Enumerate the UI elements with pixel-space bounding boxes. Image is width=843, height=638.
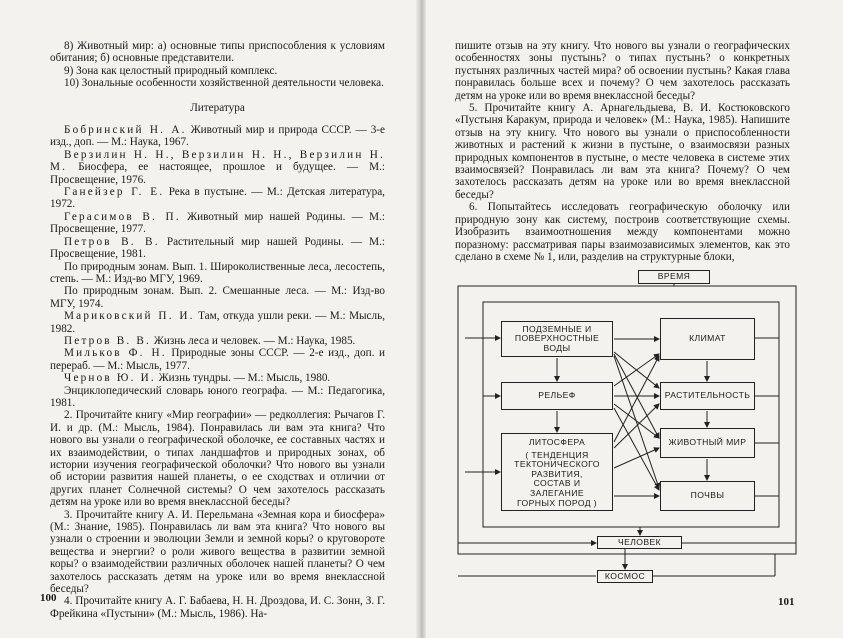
page-number: 100 [40,592,57,604]
node-label: РАСТИТЕЛЬНОСТЬ [664,390,751,401]
node-label: ПОВЕРХНОСТНЫЕ [514,333,600,344]
section-heading: Литература [190,101,245,114]
node-underground-waters [501,321,613,357]
reference-author: Мариковский П. И. [64,310,195,323]
reference-text: Энциклопедический словарь юного географа. — М.: Педагогика, 1981. [50,384,385,409]
node-label: СОСТАВ И [533,478,581,489]
reference-text: По природным зонам. Вып. 2. Смешанные леса. — М.: Изд-во МГУ, 1974. [50,285,385,310]
node-label: ЖИВОТНЫЙ МИР [668,437,747,448]
node-label: ТЕКТОНИЧЕСКОГО [514,459,600,470]
reference-entry [50,261,385,286]
node-label: ЧЕЛОВЕК [617,536,662,547]
left-page [0,0,421,638]
left-page-text [50,40,385,620]
paragraph: пишите отзыв на эту книгу. Что нового вы узнали о географических особенностях зоны пустынь? о типах пустынь? о конкретных пустынях различных частей мира? об освоении пустынь? Какая глава понравилась больше всех и почему? О чем захотелось рассказать детям на уроке или во время внеклассной беседы? [455,40,790,102]
node-label: ВРЕМЯ [657,271,691,282]
paragraph: 5. Прочитайте книгу А. Арнагельдыева, В. И. Костюковского «Пустыня Каракум, природа и человек» (М.: Наука, 1985). Напишите отзыв на эту книгу. Что нового вы узнали о приспособленности животных и растений к жизни в пустыне, о взаимосвязи разных природных компонентов в пустыне, о месте человека в системе этих взаимосвязей? Понравилась ли вам эта книга? Почему? О чем захотелось рассказать детям на уроке или во время внеклассной беседы? [455,102,790,201]
reference-author: Верзилин Н. Н., Верзилин Н. Н., Верзилин Н. М. [50,148,385,174]
node-label: КЛИМАТ [689,333,726,344]
node-label: ПОЧВЫ [690,490,725,501]
task-paragraph: 4. Прочитайте книгу А. Г. Бабаева, Н. Н. Дроздова, И. С. Зонн, З. Г. Фрейкина «Пустыни» (М.: Мысль, 1986). На- [50,595,385,620]
page-number: 101 [778,596,795,608]
reference-entry [50,347,385,372]
reference-author: Петров В. В. [64,235,160,248]
right-page-text [455,40,790,263]
reference-entry [50,385,385,410]
reference-author: Петров В. В. [64,334,152,347]
task-paragraph: 3. Прочитайте книгу А. И. Перельмана «Земная кора и биосфера» (М.: Знание, 1985). Понравилась ли вам эта книга? Что нового вы узнали о строении и эволюции Земли и земной коры? о круговороте вещества и энергии? о роли живого вещества в развитии земной коры? о взаимодействии различных оболочек нашей планеты? О чем захотелось рассказать детям на уроке или во время внеклассной беседы? [50,508,385,596]
node-label: ( ТЕНДЕНЦИЯ [525,449,589,460]
reference-text: Там, откуда ушли реки. — М.: Мысль, 1982. [50,310,385,335]
node-man [597,536,682,549]
reference-entry [50,124,385,149]
reference-author: Мильков Ф. Н. [64,347,167,360]
reference-text: Биосфера, ее настоящее, прошлое и будущее. — М.: Просвещение, 1976. [50,161,385,186]
reference-text: Река в пустыне. — М.: Детская литература, 1972. [50,186,385,211]
node-label: ПОДЗЕМНЫЕ И [522,323,592,334]
task-paragraph: 2. Прочитайте книгу «Мир географии» — редколлегия: Рычагов Г. И. и др. (М.: Мысль, 1984). Понравилась ли вам эта книга? Что нового вы узнали о географической оболочке, ее составных частях и их взаимодействии, о типах ландшафтов и природных зонах, об истории изучения географической оболочки? Что нового вы узнали об истории развития нашей планеты, о ее сходствах и отличии от других планет Солнечной системы? О чем захотелось рассказать детям на уроке или во время внеклассной беседы? [50,409,385,509]
reference-text: Растительный мир нашей Родины. — М.: Просвещение, 1981. [50,235,385,261]
node-soils [660,481,755,511]
reference-text: Жизнь тундры. — М.: Мысль, 1980. [155,372,331,385]
reference-author: Бобринский Н. А. [64,124,187,137]
reference-entry [50,335,385,347]
node-label: ВОДЫ [543,342,571,353]
reference-author: Чернов Ю. И. [64,372,156,385]
reference-entry [50,236,385,261]
paragraph: 6. Попытайтесь исследовать географическую оболочку или природную зону как систему, построив соответствующие схемы. Изобразить взаимоотношения между компонентами можно поразному: рассматривая пары взаимозависимых элементов, как это сделано в схеме № 1, или, разделив на структурные блоки, [455,201,790,263]
node-lithosphere [501,433,613,511]
intro-item: 10) Зональные особенности хозяйственной деятельности человека. [64,77,384,90]
reference-entry [50,285,385,310]
node-time [638,270,710,284]
node-label: ГОРНЫХ ПОРОД ) [516,497,598,508]
node-label: РАЗВИТИЯ, [531,468,583,479]
node-animal-world [660,428,755,458]
node-label: КОСМОС [604,570,646,581]
intro-item: 9) Зона как целостный природный комплекс. [64,64,278,77]
reference-entry [50,310,385,335]
intro-item: 8) Животный мир: а) основные типы приспособления к условиям обитания; б) основные представители. [50,40,385,65]
reference-entry [50,372,385,384]
node-vegetation [660,382,755,410]
reference-author: Герасимов В. П. [64,210,181,223]
node-label: ЗАЛЕГАНИЕ [529,487,584,498]
reference-text: Животный мир нашей Родины. — М.: Просвещение, 1977. [50,210,385,236]
node-climate [660,318,755,360]
reference-text: Природные зоны СССР. — 2-е изд., доп. и перераб. — М.: Мысль, 1977. [50,347,385,372]
reference-entry [50,186,385,211]
reference-entry [50,149,385,186]
node-cosmos [597,570,653,583]
reference-author: Ганейзер Г. Е. [64,186,165,199]
reference-entry [50,211,385,236]
reference-text: Животный мир и природа СССР. — 3-е изд., доп. — М.: Наука, 1967. [50,124,385,149]
node-label: РЕЛЬЕФ [538,390,576,401]
node-relief [501,382,613,410]
reference-list [50,124,385,409]
geographic-envelope-diagram [455,268,800,593]
node-label: ЛИТОСФЕРА [528,437,586,447]
reference-text: Жизнь леса и человек. — М.: Наука, 1985. [151,334,356,347]
reference-text: По природным зонам. Вып. 1. Широколиственные леса, лесостепь, степь. — М.: Изд-во МГУ, 1969. [50,260,385,285]
